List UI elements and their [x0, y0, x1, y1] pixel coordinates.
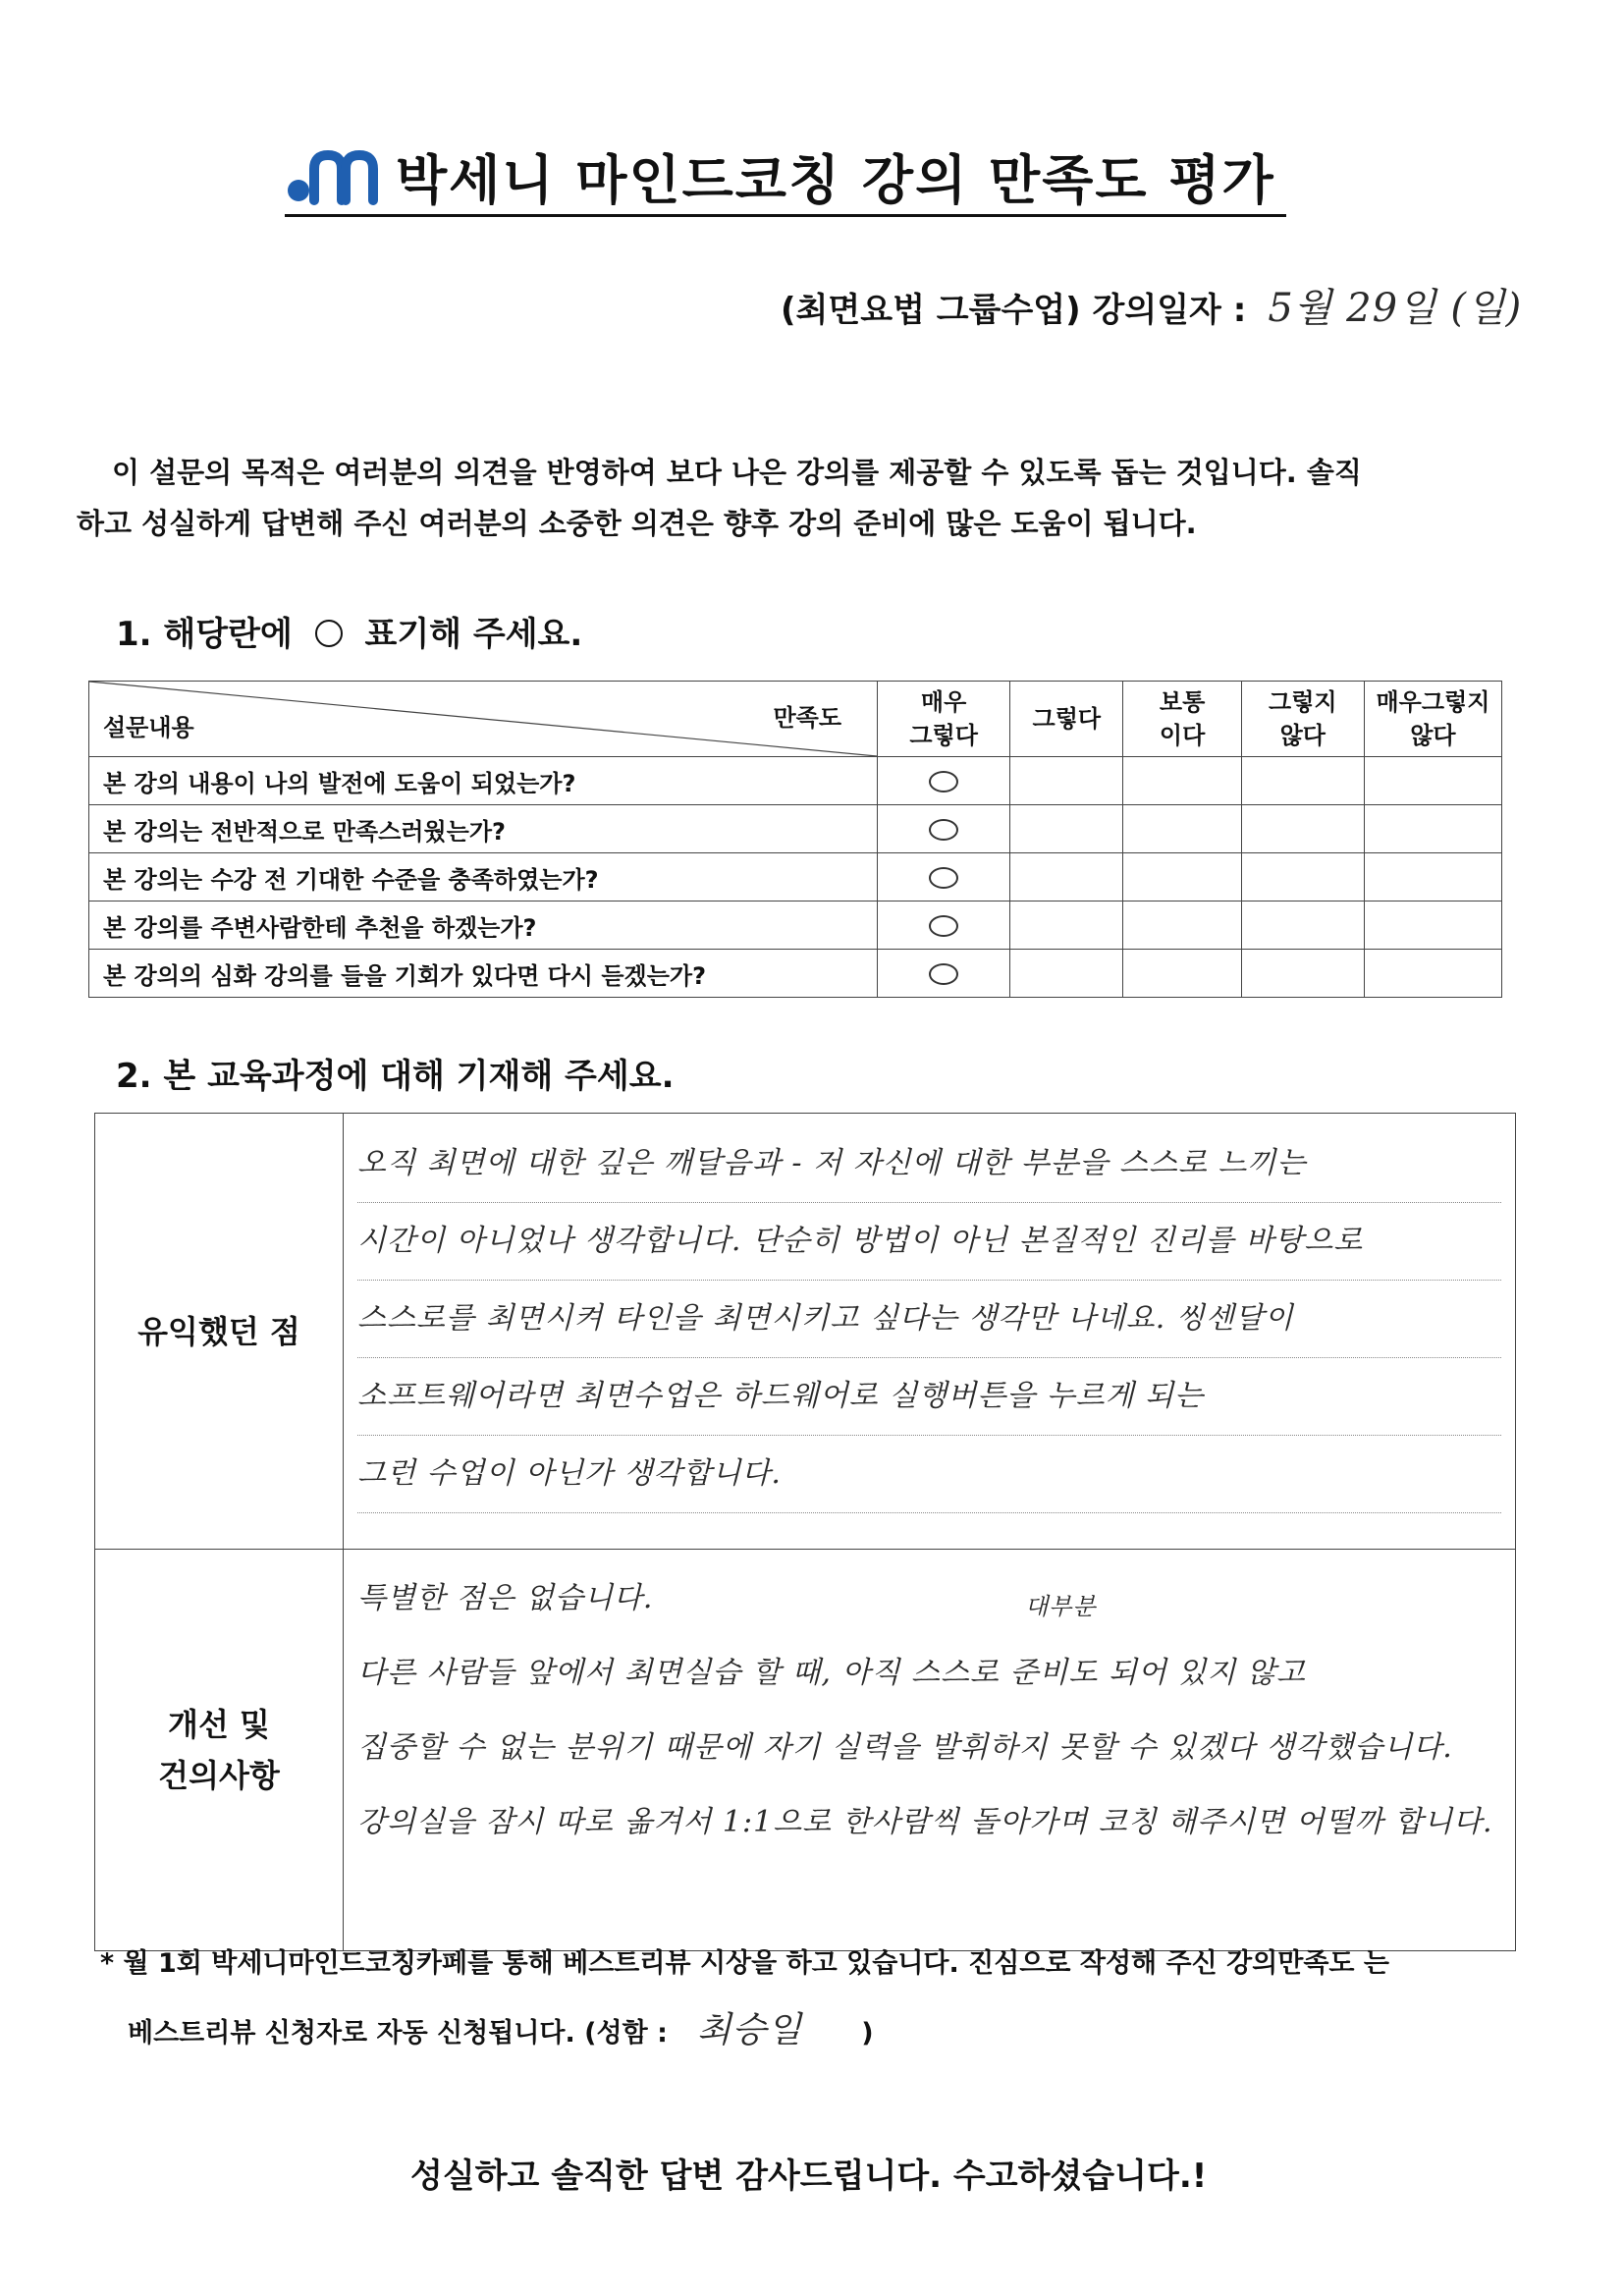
page-title: 박세니 마인드코칭 강의 만족도 평가 — [396, 148, 1275, 211]
circle-mark-icon — [929, 963, 958, 985]
brand-logo-icon — [285, 141, 378, 210]
rating-cell[interactable] — [878, 805, 1010, 853]
lecture-date-label: (최면요법 그룹수업) 강의일자 : — [781, 291, 1247, 330]
notice-line-text: 베스트리뷰 신청자로 자동 신청됩니다. (성함 : — [128, 2018, 668, 2049]
circle-mark-icon — [929, 867, 958, 889]
handwritten-line: 강의실을 잠시 따로 옮겨서 1:1으로 한사람씩 돌아가며 코칭 해주시면 어떨까 합니다. — [357, 1805, 1493, 1839]
improvements-label-line: 개선 및 — [168, 1706, 270, 1743]
circle-mark-icon — [929, 819, 958, 841]
rating-cell[interactable] — [1123, 757, 1241, 805]
section-1-heading — [116, 607, 582, 655]
intro-line: 이 설문의 목적은 여러분의 의견을 반영하여 보다 나은 강의를 제공할 수 있도록 돕는 것입니다. 솔직 — [112, 456, 1362, 489]
title-block — [285, 137, 1286, 217]
rating-cell[interactable] — [1123, 805, 1241, 853]
comments-table — [94, 1113, 1516, 1951]
rating-cell[interactable] — [1123, 902, 1241, 950]
satisfaction-table — [88, 681, 1502, 998]
column-header: 그렇다 — [1010, 682, 1123, 757]
table-row — [89, 950, 1502, 998]
question-text: 본 강의는 전반적으로 만족스러웠는가? — [89, 805, 878, 853]
rating-cell[interactable] — [1123, 853, 1241, 902]
table-corner-header — [89, 682, 878, 757]
rating-cell[interactable] — [1010, 757, 1123, 805]
rating-cell[interactable] — [878, 902, 1010, 950]
rating-cell[interactable] — [1241, 805, 1364, 853]
rating-cell[interactable] — [1364, 950, 1501, 998]
intro-line: 하고 성실하게 답변해 주신 여러분의 소중한 의견은 향후 강의 준비에 많은 도움이 됩니다. — [77, 507, 1197, 540]
question-text: 본 강의를 주변사람한테 추천을 하겠는가? — [89, 902, 878, 950]
table-row — [89, 757, 1502, 805]
name-signature[interactable]: 최승일 — [696, 2010, 803, 2050]
table-row — [89, 853, 1502, 902]
lecture-date-line — [781, 277, 1522, 333]
rating-cell[interactable] — [1241, 853, 1364, 902]
improvements-text[interactable] — [344, 1550, 1516, 1951]
rating-cell[interactable] — [1010, 853, 1123, 902]
notice-line: * 월 1회 박세니마인드코칭카페를 통해 베스트리뷰 시상을 하고 있습니다. 진심으로 작성해 주신 강의만족도 는 — [100, 1948, 1389, 1979]
notice-line — [100, 1997, 1389, 2067]
rating-cell[interactable] — [1010, 805, 1123, 853]
rating-cell[interactable] — [1241, 950, 1364, 998]
handwritten-line: 스스로를 최면시켜 타인을 최면시키고 싶다는 생각만 나네요. 씽센달이 — [357, 1281, 1501, 1358]
column-header: 보통 이다 — [1123, 682, 1241, 757]
rating-cell[interactable] — [1010, 950, 1123, 998]
handwritten-line: 특별한 점은 없습니다. — [357, 1581, 654, 1615]
closing-thanks: 성실하고 솔직한 답변 감사드립니다. 수고하셨습니다.! — [410, 2157, 1208, 2196]
improvements-label-line: 건의사항 — [158, 1757, 280, 1794]
question-text: 본 강의의 심화 강의를 들을 기회가 있다면 다시 듣겠는가? — [89, 950, 878, 998]
rating-cell[interactable] — [1364, 853, 1501, 902]
rating-cell[interactable] — [1010, 902, 1123, 950]
handwritten-annotation: 대부분 — [1025, 1593, 1097, 1620]
table-row — [89, 805, 1502, 853]
useful-points-text[interactable] — [344, 1114, 1516, 1550]
survey-content-header: 설문내용 — [103, 714, 194, 741]
column-header: 매우 그렇다 — [878, 682, 1010, 757]
rating-cell[interactable] — [1241, 902, 1364, 950]
rating-cell[interactable] — [1364, 757, 1501, 805]
question-text: 본 강의 내용이 나의 발전에 도움이 되었는가? — [89, 757, 878, 805]
rating-cell[interactable] — [878, 757, 1010, 805]
rating-cell[interactable] — [1123, 950, 1241, 998]
notice-line-text: ) — [861, 2018, 874, 2049]
useful-points-label: 유익했던 점 — [95, 1114, 344, 1550]
rating-cell[interactable] — [878, 853, 1010, 902]
handwritten-line: 소프트웨어라면 최면수업은 하드웨어로 실행버튼을 누르게 되는 — [357, 1358, 1501, 1436]
circle-symbol-icon — [312, 617, 346, 650]
table-row — [89, 902, 1502, 950]
rating-cell[interactable] — [1364, 805, 1501, 853]
lecture-date-value: 5월 29일 (일) — [1268, 286, 1523, 331]
column-header: 매우그렇지 않다 — [1364, 682, 1501, 757]
section-1-heading-text: 표기해 주세요. — [364, 615, 583, 654]
handwritten-line: 오직 최면에 대한 깊은 깨달음과 - 저 자신에 대한 부분을 스스로 느끼는 — [357, 1125, 1501, 1203]
circle-mark-icon — [929, 915, 958, 937]
handwritten-line-text: 다른 사람들 앞에서 최면실습 할 때, 아직 스스로 준비도 되어 있지 않고 — [357, 1656, 1306, 1690]
improvements-label — [95, 1550, 344, 1951]
intro-paragraph — [77, 447, 1549, 549]
satisfaction-header: 만족도 — [773, 704, 842, 732]
column-header: 그렇지 않다 — [1241, 682, 1364, 757]
handwritten-line: 시간이 아니었나 생각합니다. 단순히 방법이 아닌 본질적인 진리를 바탕으로 — [357, 1203, 1501, 1281]
rating-cell[interactable] — [1364, 902, 1501, 950]
question-text: 본 강의는 수강 전 기대한 수준을 충족하였는가? — [89, 853, 878, 902]
handwritten-line: 그런 수업이 아닌가 생각합니다. — [357, 1436, 1501, 1513]
section-1-heading-text: 1. 해당란에 — [116, 615, 293, 654]
best-review-notice — [100, 1931, 1389, 2067]
handwritten-line: 집중할 수 없는 분위기 때문에 자기 실력을 발휘하지 못할 수 있겠다 생각했습니다. — [357, 1730, 1453, 1765]
section-2-heading: 2. 본 교육과정에 대해 기재해 주세요. — [116, 1057, 675, 1096]
rating-cell[interactable] — [1241, 757, 1364, 805]
circle-mark-icon — [929, 771, 958, 792]
rating-cell[interactable] — [878, 950, 1010, 998]
